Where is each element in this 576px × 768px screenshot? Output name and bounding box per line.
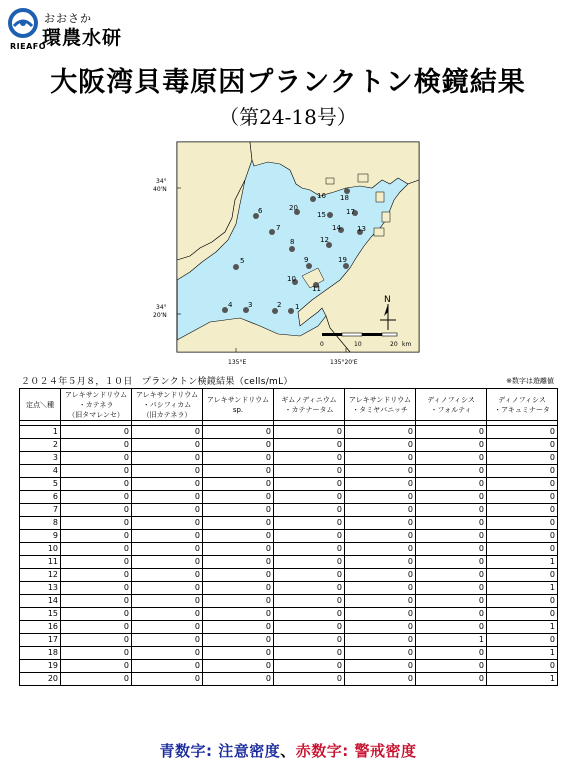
- table-body: [20, 421, 558, 686]
- count-cell: 0: [203, 621, 274, 634]
- station-dot: [327, 212, 333, 218]
- table-row: [20, 452, 558, 465]
- count-cell: 0: [132, 647, 203, 660]
- svg-text:0: 0: [320, 341, 324, 348]
- count-cell: 0: [61, 504, 132, 517]
- count-cell: 0: [61, 621, 132, 634]
- count-cell: 0: [132, 439, 203, 452]
- count-cell: 0: [132, 556, 203, 569]
- count-cell: 0: [132, 569, 203, 582]
- station-label: 17: [346, 208, 355, 216]
- table-row: [20, 660, 558, 673]
- count-cell: 0: [61, 595, 132, 608]
- warning-density-label: 赤数字: 警戒密度: [295, 742, 417, 760]
- count-cell: 0: [345, 608, 416, 621]
- count-cell: 0: [61, 660, 132, 673]
- count-cell: 0: [132, 621, 203, 634]
- count-cell: 0: [132, 543, 203, 556]
- legend-note: [0, 740, 576, 761]
- station-label: 15: [317, 211, 326, 219]
- count-cell: 0: [203, 660, 274, 673]
- station-cell: 20: [20, 673, 61, 686]
- count-cell: 0: [203, 491, 274, 504]
- count-cell: 0: [203, 426, 274, 439]
- logo-hiragana: おおさか: [44, 12, 92, 25]
- svg-text:km: km: [402, 341, 412, 348]
- count-cell: 0: [416, 647, 487, 660]
- count-cell: 0: [345, 491, 416, 504]
- station-dot: [288, 308, 294, 314]
- table-row: [20, 478, 558, 491]
- station-label: 5: [240, 257, 245, 265]
- lon-label-west: 135°E: [228, 359, 247, 366]
- count-cell: 0: [487, 660, 558, 673]
- issue-number: （第24-18号）: [219, 105, 357, 129]
- count-cell: 0: [274, 452, 345, 465]
- count-cell: 0: [274, 595, 345, 608]
- count-cell: 0: [203, 439, 274, 452]
- station-cell: 8: [20, 517, 61, 530]
- station-cell: 12: [20, 569, 61, 582]
- count-cell: 0: [487, 478, 558, 491]
- count-cell: 0: [274, 426, 345, 439]
- count-cell: 0: [274, 621, 345, 634]
- count-cell: 0: [203, 634, 274, 647]
- count-cell: 0: [416, 530, 487, 543]
- count-cell: 0: [416, 556, 487, 569]
- column-header: ディノフィシス ・アキュミナータ: [487, 389, 558, 421]
- station-label: 1: [295, 303, 300, 311]
- count-cell: 0: [487, 634, 558, 647]
- count-cell: 0: [132, 595, 203, 608]
- count-cell: 0: [487, 465, 558, 478]
- logo-mark-icon: [8, 8, 38, 38]
- count-cell: 0: [61, 673, 132, 686]
- osaka-bay-map: [150, 140, 430, 376]
- count-cell: 0: [416, 491, 487, 504]
- station-cell: 10: [20, 543, 61, 556]
- column-header-station: 定点＼種: [20, 389, 61, 421]
- count-cell: 0: [61, 439, 132, 452]
- station-cell: 9: [20, 530, 61, 543]
- station-dot: [233, 264, 239, 270]
- lat-label-north-deg: 34°: [156, 178, 167, 185]
- column-header: アレキサンドリウム ・タミヤバニッチ: [345, 389, 416, 421]
- count-cell: 0: [132, 478, 203, 491]
- count-cell: 0: [416, 465, 487, 478]
- station-label: 19: [338, 256, 347, 264]
- station-label: 18: [340, 194, 349, 202]
- plankton-table: [19, 388, 558, 686]
- table-row: [20, 517, 558, 530]
- table-row: [20, 556, 558, 569]
- count-cell: 0: [203, 595, 274, 608]
- count-cell: 0: [274, 608, 345, 621]
- count-cell: 0: [487, 491, 558, 504]
- count-cell: 0: [274, 543, 345, 556]
- table-row: [20, 439, 558, 452]
- station-cell: 7: [20, 504, 61, 517]
- station-cell: 14: [20, 595, 61, 608]
- count-cell: 0: [416, 452, 487, 465]
- lat-label-south-min: 20'N: [153, 312, 167, 319]
- institute-logo: [8, 6, 128, 52]
- station-label: 20: [289, 204, 298, 212]
- count-cell: 0: [61, 582, 132, 595]
- count-cell: 0: [61, 452, 132, 465]
- station-cell: 1: [20, 426, 61, 439]
- count-cell: 0: [274, 569, 345, 582]
- count-cell: 0: [274, 504, 345, 517]
- station-cell: 15: [20, 608, 61, 621]
- count-cell: 0: [345, 478, 416, 491]
- count-cell: 0: [274, 582, 345, 595]
- station-label: 16: [317, 192, 326, 200]
- count-cell: 0: [203, 556, 274, 569]
- station-cell: 18: [20, 647, 61, 660]
- station-cell: 17: [20, 634, 61, 647]
- count-cell: 0: [132, 530, 203, 543]
- count-cell: 0: [274, 556, 345, 569]
- count-cell: 0: [345, 517, 416, 530]
- count-cell: 0: [203, 543, 274, 556]
- station-label: 8: [290, 238, 295, 246]
- count-cell: 0: [61, 530, 132, 543]
- station-cell: 11: [20, 556, 61, 569]
- table-row: [20, 504, 558, 517]
- count-cell: 0: [487, 595, 558, 608]
- count-cell: 0: [274, 660, 345, 673]
- count-cell: 0: [61, 426, 132, 439]
- table-row: [20, 569, 558, 582]
- table-caption: ２０２４年５月８，１０日 プランクトン検鏡結果（cells/mL）: [21, 377, 293, 387]
- svg-text:N: N: [384, 295, 391, 305]
- station-cell: 3: [20, 452, 61, 465]
- page-title: 大阪湾貝毒原因プランクトン検鏡結果: [50, 67, 526, 98]
- count-cell: 0: [345, 634, 416, 647]
- station-label: 12: [320, 236, 329, 244]
- station-label: 10: [287, 275, 296, 283]
- count-cell: 0: [416, 426, 487, 439]
- count-cell: 0: [61, 543, 132, 556]
- count-cell: 0: [274, 647, 345, 660]
- count-cell: 0: [132, 452, 203, 465]
- column-header: ギムノディニウム ・カテナータム: [274, 389, 345, 421]
- count-cell: 0: [345, 673, 416, 686]
- station-cell: 4: [20, 465, 61, 478]
- station-label: 11: [312, 285, 321, 293]
- count-cell: 0: [345, 426, 416, 439]
- count-cell: 0: [416, 595, 487, 608]
- count-cell: 0: [345, 595, 416, 608]
- count-cell: 0: [132, 426, 203, 439]
- table-note: ※数字は遊離値: [506, 377, 554, 385]
- count-cell: 0: [203, 504, 274, 517]
- count-cell: 0: [203, 530, 274, 543]
- station-dot: [269, 229, 275, 235]
- count-cell: 0: [132, 517, 203, 530]
- table-row: [20, 426, 558, 439]
- column-header: アレキサンドリウム sp.: [203, 389, 274, 421]
- column-header: ディノフィシス ・フォルティ: [416, 389, 487, 421]
- count-cell: 0: [132, 634, 203, 647]
- map-island: [326, 178, 334, 184]
- count-cell: 0: [487, 504, 558, 517]
- count-cell: 0: [416, 569, 487, 582]
- count-cell: 0: [487, 608, 558, 621]
- count-cell: 0: [274, 634, 345, 647]
- station-cell: 6: [20, 491, 61, 504]
- legend-separator: 、: [280, 742, 296, 760]
- map-island: [358, 174, 368, 182]
- table-row: [20, 621, 558, 634]
- count-cell: 0: [203, 647, 274, 660]
- count-cell: 0: [61, 465, 132, 478]
- count-cell: 0: [203, 517, 274, 530]
- count-cell: 0: [274, 673, 345, 686]
- station-cell: 2: [20, 439, 61, 452]
- count-cell: 0: [487, 543, 558, 556]
- count-cell: 0: [345, 556, 416, 569]
- count-cell: 0: [274, 465, 345, 478]
- count-cell: 0: [203, 582, 274, 595]
- station-label: 13: [357, 225, 366, 233]
- table-row: [20, 530, 558, 543]
- count-cell: 0: [274, 530, 345, 543]
- count-cell: 0: [345, 660, 416, 673]
- count-cell: 0: [345, 582, 416, 595]
- count-cell: 0: [416, 621, 487, 634]
- column-header: アレキサンドリウム ・パシフィカム （旧カテネラ）: [132, 389, 203, 421]
- count-cell: 0: [274, 478, 345, 491]
- count-cell: 0: [132, 608, 203, 621]
- count-cell: 0: [61, 569, 132, 582]
- count-cell: 0: [416, 439, 487, 452]
- station-label: 2: [277, 301, 282, 309]
- station-label: 14: [332, 224, 341, 232]
- station-label: 3: [248, 301, 253, 309]
- count-cell: 1: [487, 673, 558, 686]
- station-label: 7: [276, 224, 281, 232]
- svg-text:20: 20: [390, 341, 398, 348]
- count-cell: 0: [487, 569, 558, 582]
- count-cell: 0: [345, 452, 416, 465]
- count-cell: 0: [203, 452, 274, 465]
- table-row: [20, 543, 558, 556]
- table-row: [20, 647, 558, 660]
- count-cell: 0: [345, 465, 416, 478]
- count-cell: 0: [416, 517, 487, 530]
- count-cell: 0: [61, 491, 132, 504]
- station-dot: [310, 196, 316, 202]
- lat-label-south-deg: 34°: [156, 304, 167, 311]
- count-cell: 0: [203, 673, 274, 686]
- count-cell: 0: [416, 660, 487, 673]
- count-cell: 0: [61, 517, 132, 530]
- station-cell: 16: [20, 621, 61, 634]
- count-cell: 0: [61, 608, 132, 621]
- station-cell: 19: [20, 660, 61, 673]
- count-cell: 0: [487, 426, 558, 439]
- column-header: アレキサンドリウム ・カテネラ （旧タマレンセ）: [61, 389, 132, 421]
- station-label: 9: [304, 256, 309, 264]
- station-label: 6: [258, 207, 263, 215]
- count-cell: 0: [416, 582, 487, 595]
- count-cell: 0: [203, 569, 274, 582]
- station-dot: [289, 246, 295, 252]
- station-label: 4: [228, 301, 233, 309]
- count-cell: 0: [345, 543, 416, 556]
- count-cell: 0: [132, 504, 203, 517]
- table-row: [20, 634, 558, 647]
- table-row: [20, 608, 558, 621]
- count-cell: 0: [345, 621, 416, 634]
- count-cell: 1: [487, 556, 558, 569]
- count-cell: 0: [274, 491, 345, 504]
- count-cell: 0: [132, 465, 203, 478]
- map-island: [374, 228, 384, 236]
- count-cell: 0: [132, 582, 203, 595]
- svg-text:10: 10: [354, 341, 362, 348]
- logo-name: 環農水研: [42, 27, 123, 49]
- count-cell: 0: [61, 634, 132, 647]
- count-cell: 0: [416, 673, 487, 686]
- count-cell: 1: [487, 621, 558, 634]
- count-cell: 0: [416, 543, 487, 556]
- count-cell: 0: [132, 491, 203, 504]
- count-cell: 0: [487, 530, 558, 543]
- count-cell: 0: [345, 439, 416, 452]
- count-cell: 0: [416, 504, 487, 517]
- count-cell: 0: [274, 517, 345, 530]
- table-row: [20, 673, 558, 686]
- count-cell: 1: [487, 582, 558, 595]
- count-cell: 0: [61, 478, 132, 491]
- map-svg: [150, 140, 430, 376]
- logo-english: RIEAFO: [10, 42, 47, 51]
- count-cell: 1: [487, 647, 558, 660]
- count-cell: 1: [416, 634, 487, 647]
- table-row: [20, 582, 558, 595]
- map-island: [382, 212, 390, 222]
- count-cell: 0: [345, 530, 416, 543]
- caution-density-label: 青数字: 注意密度: [159, 742, 281, 760]
- table-row: [20, 491, 558, 504]
- count-cell: 0: [416, 608, 487, 621]
- map-island: [376, 192, 384, 202]
- station-cell: 5: [20, 478, 61, 491]
- count-cell: 0: [61, 556, 132, 569]
- table-row: [20, 465, 558, 478]
- lat-label-north-min: 40'N: [153, 186, 167, 193]
- lon-label-east: 135°20'E: [330, 359, 358, 366]
- count-cell: 0: [487, 517, 558, 530]
- count-cell: 0: [487, 439, 558, 452]
- count-cell: 0: [274, 439, 345, 452]
- count-cell: 0: [487, 452, 558, 465]
- count-cell: 0: [345, 569, 416, 582]
- table-header-row: [20, 389, 558, 421]
- station-cell: 13: [20, 582, 61, 595]
- count-cell: 0: [132, 673, 203, 686]
- table-row: [20, 595, 558, 608]
- count-cell: 0: [132, 660, 203, 673]
- count-cell: 0: [203, 465, 274, 478]
- count-cell: 0: [203, 478, 274, 491]
- count-cell: 0: [345, 647, 416, 660]
- count-cell: 0: [345, 504, 416, 517]
- count-cell: 0: [203, 608, 274, 621]
- count-cell: 0: [61, 647, 132, 660]
- count-cell: 0: [416, 478, 487, 491]
